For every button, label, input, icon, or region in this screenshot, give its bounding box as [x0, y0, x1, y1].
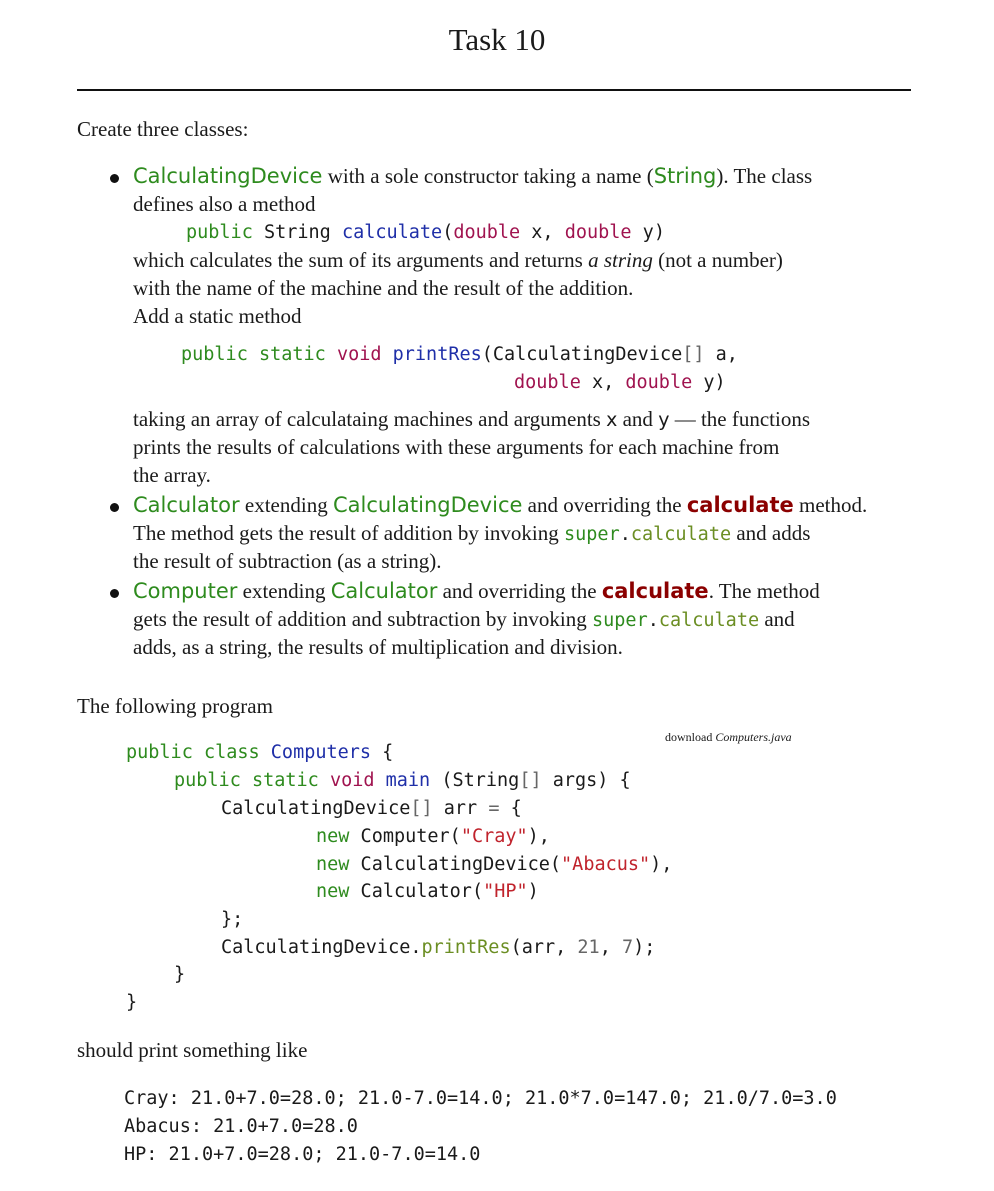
program-line: CalculatingDevice.printRes(arr, 21, 7);	[221, 937, 656, 958]
printres-signature-line1: public static void printRes(CalculatingDevice[] a,	[181, 344, 738, 365]
bullet1-line8: the array.	[133, 463, 211, 487]
bullet1-line2: defines also a method	[133, 192, 316, 216]
program-line: };	[221, 909, 244, 930]
program-line: CalculatingDevice[] arr = {	[221, 798, 522, 819]
program-line: public static void main (String[] args) {	[174, 770, 631, 791]
bullet1-line6: taking an array of calculataing machines and arguments x and y — the functions	[133, 407, 810, 431]
program-line: new Computer("Cray"),	[316, 826, 550, 847]
title-divider	[77, 89, 911, 91]
output-line: HP: 21.0+7.0=28.0; 21.0-7.0=14.0	[124, 1144, 481, 1165]
output-line: Cray: 21.0+7.0=28.0; 21.0-7.0=14.0; 21.0*7.0=147.0; 21.0/7.0=3.0	[124, 1088, 837, 1109]
page-title: Task 10	[448, 22, 546, 57]
bullet2-line1: Calculator extending CalculatingDevice and overriding the calculate method.	[133, 493, 868, 517]
following-program-text: The following program	[77, 694, 273, 718]
bullet1-line7: prints the results of calculations with these arguments for each machine from	[133, 435, 780, 459]
class-name-calculator: Calculator	[133, 493, 240, 517]
intro-text: Create three classes:	[77, 117, 249, 141]
bullet3-line3: adds, as a string, the results of multiplication and division.	[133, 635, 623, 659]
program-line: }	[126, 992, 138, 1013]
class-name-calculatingdevice: CalculatingDevice	[133, 164, 323, 188]
bullet1-line3: which calculates the sum of its arguments and returns a string (not a number)	[133, 248, 783, 272]
program-line: public class Computers {	[126, 742, 394, 763]
printres-signature-line2: double x, double y)	[514, 372, 726, 393]
bullet3-line2: gets the result of addition and subtraction by invoking super.calculate and	[133, 607, 795, 631]
bullet2-line3: the result of subtraction (as a string).	[133, 549, 442, 573]
download-link[interactable]: download Computers.java	[665, 730, 792, 744]
bullet-dot	[110, 589, 119, 598]
bullet1-line1: CalculatingDevice with a sole constructor taking a name (String). The class	[133, 164, 813, 188]
bullet3-line1: Computer extending Calculator and overriding the calculate. The method	[133, 579, 820, 603]
program-line: new Calculator("HP")	[316, 881, 539, 902]
bullet1-line5: Add a static method	[133, 304, 302, 328]
program-line: new CalculatingDevice("Abacus"),	[316, 854, 673, 875]
should-print-text: should print something like	[77, 1038, 308, 1062]
output-line: Abacus: 21.0+7.0=28.0	[124, 1116, 358, 1137]
bullet-dot	[110, 503, 119, 512]
program-line: }	[174, 964, 186, 985]
bullet2-line2: The method gets the result of addition by invoking super.calculate and adds	[133, 521, 811, 545]
bullet-dot	[110, 174, 119, 183]
bullet1-line4: with the name of the machine and the result of the addition.	[133, 276, 634, 300]
calculate-signature: public String calculate(double x, double y)	[186, 222, 665, 243]
string-type: String	[653, 164, 717, 188]
class-name-computer: Computer	[133, 579, 238, 603]
